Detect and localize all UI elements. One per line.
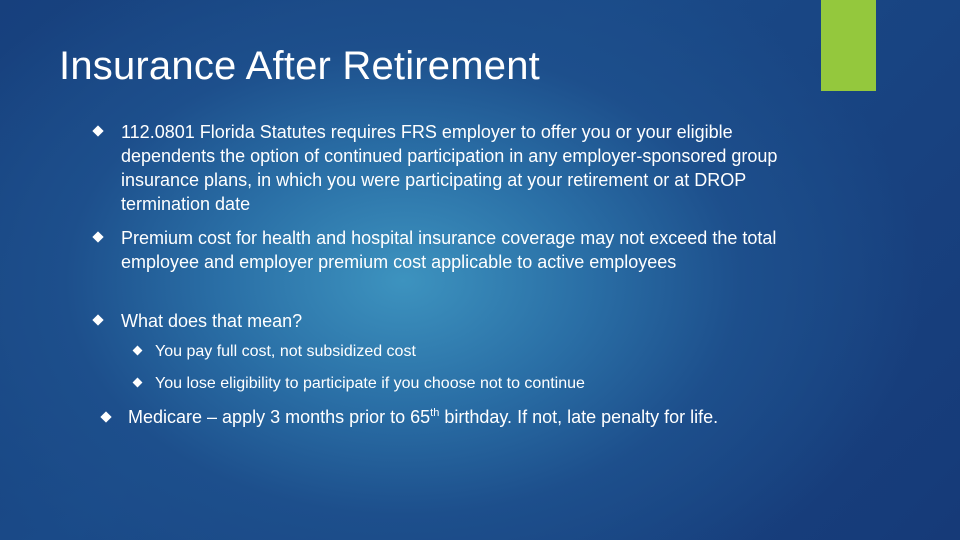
bullet-text: What does that mean?: [121, 311, 303, 331]
bullet-premium-cost: [121, 226, 801, 274]
bullet-medicare: [128, 405, 828, 429]
sub-bullet-lose-eligibility: [155, 374, 815, 394]
diamond-bullet-icon: [92, 125, 103, 136]
diamond-bullet-icon: [92, 314, 103, 325]
accent-bar: [821, 0, 876, 91]
diamond-bullet-icon: [100, 411, 111, 422]
diamond-bullet-icon: [133, 378, 143, 388]
bullet-text-sup: th: [430, 407, 440, 419]
bullet-text-post: birthday. If not, late penalty for life.: [439, 407, 719, 427]
slide-title: Insurance After Retirement: [59, 44, 540, 88]
diamond-bullet-icon: [92, 231, 103, 242]
bullet-text: 112.0801 Florida Statutes requires FRS employer to offer you or your eligible dependents the option of continued participation in any employer-sponsored group insurance plans, in which you were participating at your retirement or at DROP termination date: [121, 122, 778, 214]
bullet-text-pre: Medicare – apply 3 months prior to 65: [128, 407, 431, 427]
bullet-frs-statute: [121, 120, 781, 216]
bullet-text: Premium cost for health and hospital insurance coverage may not exceed the total employee and employer premium cost applicable to active employees: [121, 228, 777, 272]
sub-bullet-full-cost: [155, 342, 815, 362]
diamond-bullet-icon: [133, 346, 143, 356]
bullet-text: You lose eligibility to participate if you choose not to continue: [155, 375, 585, 392]
bullet-what-does-that-mean: [121, 309, 781, 333]
bullet-text: You pay full cost, not subsidized cost: [155, 343, 416, 360]
